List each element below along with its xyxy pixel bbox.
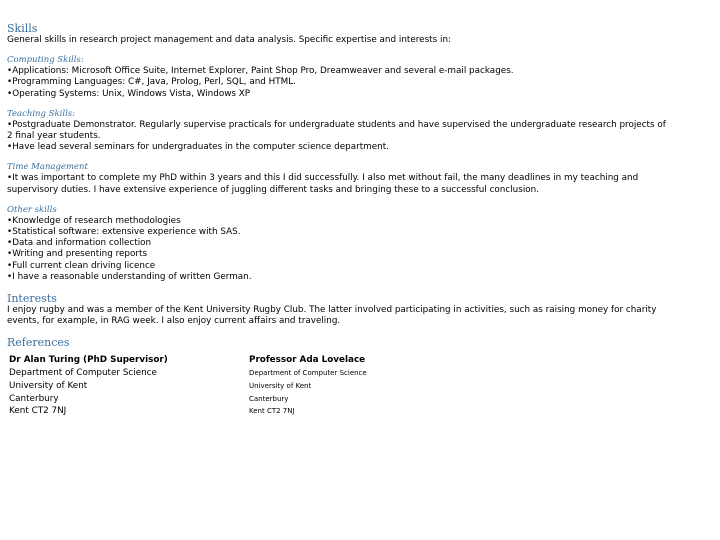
- reference-left: [9, 354, 168, 417]
- computing-item: •Operating Systems: Unix, Windows Vista, Windows XP: [7, 88, 251, 99]
- teaching-item: 2 final year students.: [7, 131, 101, 142]
- computing-item: •Applications: Microsoft Office Suite, Internet Explorer, Paint Shop Pro, Dreamweaver and several e-mail packages.: [7, 66, 514, 77]
- computing-skills-heading: Computing Skills:: [7, 55, 84, 66]
- other-skill-item: •Full current clean driving licence: [7, 260, 156, 271]
- teaching-skills-heading: Teaching Skills:: [7, 108, 76, 119]
- other-skill-item: •Knowledge of research methodologies: [7, 215, 181, 226]
- reference-address-line: Kent CT2 7NJ: [249, 407, 295, 416]
- skills-heading: Skills: [7, 22, 38, 35]
- teaching-item: •Have lead several seminars for undergraduates in the computer science department.: [7, 142, 389, 153]
- reference-address-line: Canterbury: [249, 394, 289, 403]
- reference-address-line: Kent CT2 7NJ: [9, 406, 67, 417]
- reference-right: [249, 354, 367, 417]
- computing-item: •Programming Languages: C#, Java, Prolog, Perl, SQL, and HTML.: [7, 77, 296, 88]
- interests-line: events, for example, in RAG week. I also enjoy current affairs and traveling.: [7, 316, 341, 327]
- references-block: [7, 354, 713, 424]
- reference-address-line: Department of Computer Science: [249, 369, 367, 378]
- interests-heading: Interests: [7, 292, 57, 306]
- other-skill-item: •Data and information collection: [7, 238, 152, 249]
- teaching-item: •Postgraduate Demonstrator. Regularly supervise practicals for undergraduate students and have supervised the undergraduate research projects of: [7, 119, 666, 130]
- time-management-item: supervisory duties. I have extensive experience of juggling different tasks and bringing these to a successful conclusion.: [7, 184, 540, 195]
- reference-address-line: University of Kent: [249, 382, 312, 391]
- skills-intro: General skills in research project management and data analysis. Specific expertise and interests in:: [7, 35, 451, 45]
- reference-address-line: Canterbury: [9, 393, 59, 404]
- time-management-item: •It was important to complete my PhD within 3 years and this I did successfully. I also met without fail, the many deadlines in my teaching and: [7, 173, 639, 184]
- references-heading: References: [7, 336, 70, 350]
- reference-address-line: University of Kent: [9, 381, 88, 392]
- interests-line: I enjoy rugby and was a member of the Kent University Rugby Club. The latter involved participating in activities, such as raising money for charity: [7, 305, 657, 316]
- cv-page: [7, 22, 713, 424]
- other-skill-item: •Writing and presenting reports: [7, 249, 148, 260]
- time-management-heading: Time Management: [7, 162, 88, 173]
- reference-name: Professor Ada Lovelace: [249, 355, 366, 366]
- other-skill-item: •I have a reasonable understanding of written German.: [7, 271, 252, 282]
- reference-name: Dr Alan Turing (PhD Supervisor): [9, 355, 168, 366]
- other-skill-item: •Statistical software: extensive experience with SAS.: [7, 227, 241, 238]
- other-skills-heading: Other skills: [7, 204, 57, 215]
- reference-address-line: Department of Computer Science: [9, 368, 157, 379]
